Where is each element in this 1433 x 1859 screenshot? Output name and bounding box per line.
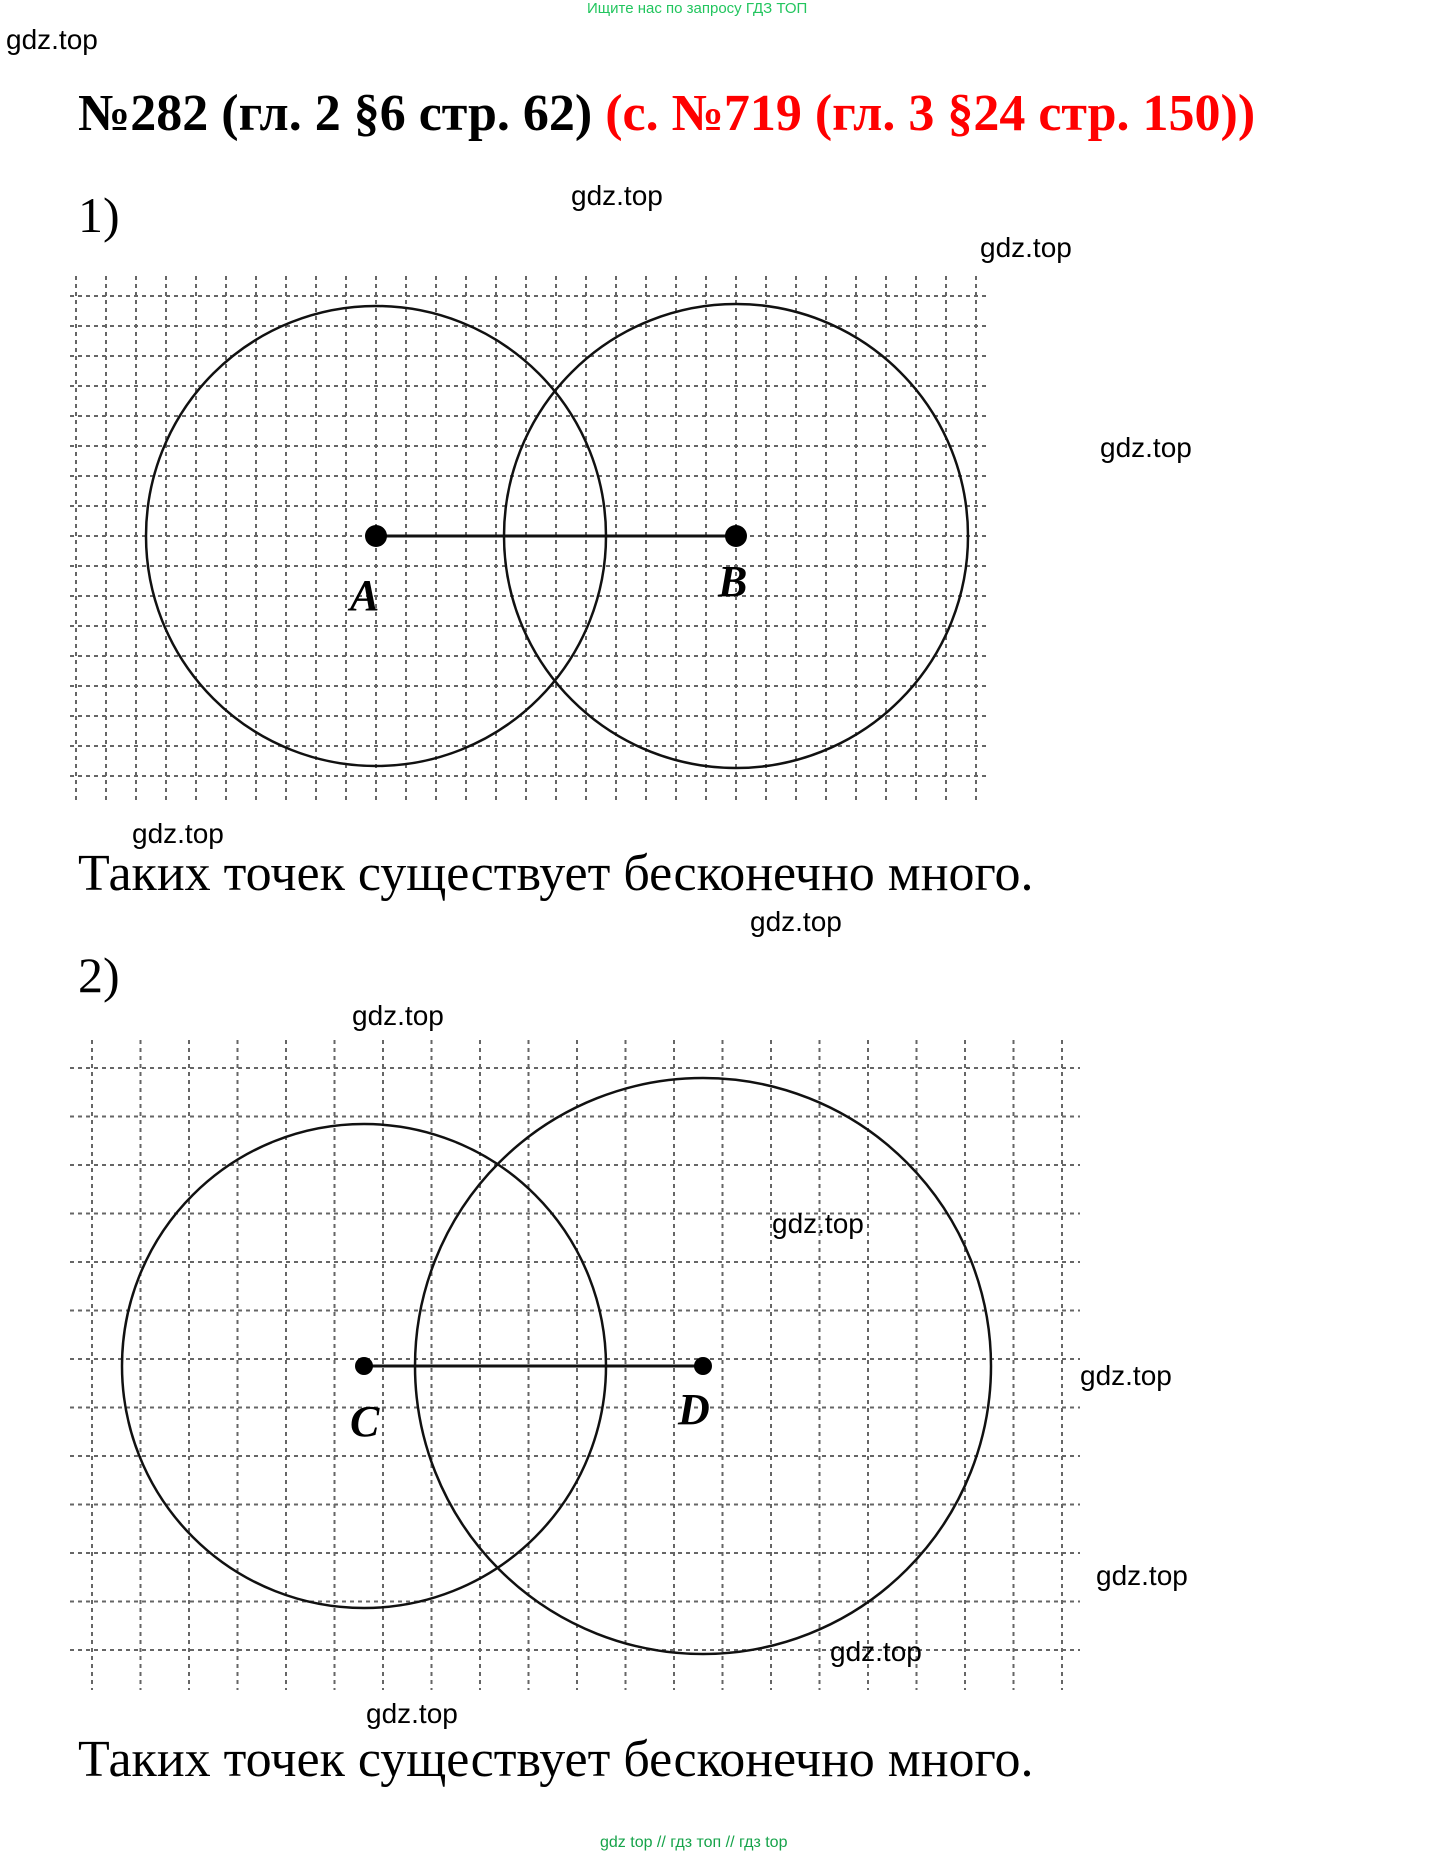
watermark: gdz.top bbox=[352, 1000, 444, 1031]
point-b bbox=[725, 525, 747, 547]
part-2-number: 2) bbox=[78, 947, 120, 1003]
page-title bbox=[78, 84, 1255, 143]
point-d bbox=[694, 1357, 712, 1375]
label-d: D bbox=[678, 1385, 710, 1434]
label-b: B bbox=[718, 557, 748, 606]
watermark: gdz.top bbox=[830, 1636, 922, 1667]
grid bbox=[70, 276, 990, 801]
label-c: C bbox=[350, 1397, 380, 1446]
point-c bbox=[355, 1357, 373, 1375]
title-main: №282 (гл. 2 §6 стр. 62) bbox=[78, 85, 593, 142]
watermark: gdz.top bbox=[1096, 1560, 1188, 1591]
figure-2 bbox=[70, 1040, 1100, 1700]
label-a: A bbox=[350, 571, 380, 620]
watermark: gdz.top bbox=[366, 1698, 458, 1729]
title-alt: (с. №719 (гл. 3 §24 стр. 150)) bbox=[605, 85, 1256, 142]
answer-2: Таких точек существует бесконечно много. bbox=[78, 1731, 1034, 1788]
top-banner: Ищите нас по запросу ГДЗ ТОП bbox=[587, 0, 808, 17]
watermark: gdz.top bbox=[750, 906, 842, 937]
watermark: gdz.top bbox=[1080, 1360, 1172, 1391]
watermark: gdz.top bbox=[772, 1208, 864, 1239]
watermark: gdz.top bbox=[980, 232, 1072, 263]
watermark: gdz.top bbox=[132, 818, 224, 849]
watermark: gdz.top bbox=[571, 180, 663, 211]
watermark: gdz.top bbox=[6, 24, 98, 55]
figure-1 bbox=[70, 276, 1010, 816]
point-a bbox=[365, 525, 387, 547]
answer-1: Таких точек существует бесконечно много. bbox=[78, 845, 1034, 902]
watermark: gdz.top bbox=[1100, 432, 1192, 463]
part-1-number: 1) bbox=[78, 187, 120, 243]
footer-links: gdz top // гдз топ // гдз top bbox=[600, 1834, 788, 1851]
